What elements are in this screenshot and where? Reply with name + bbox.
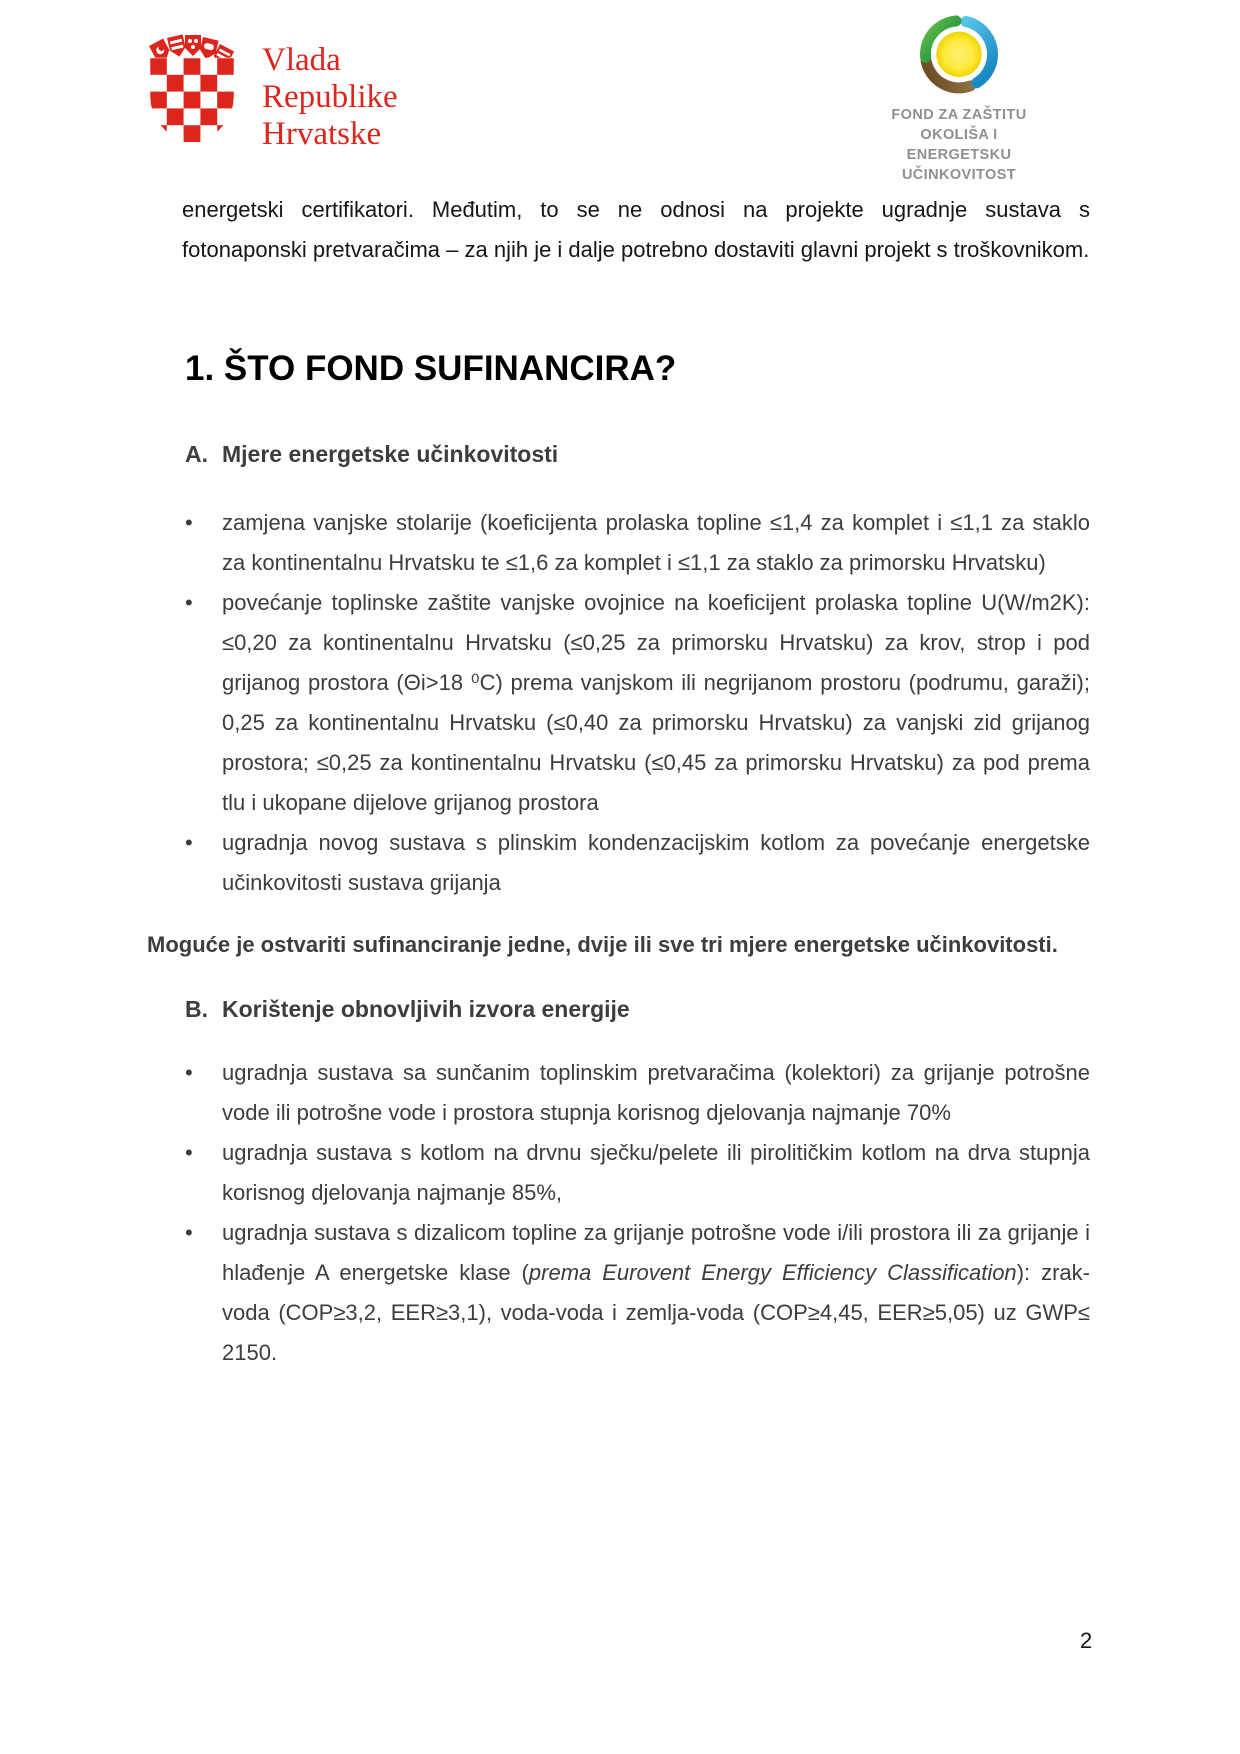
- gov-logo-line: Vlada: [262, 42, 341, 78]
- section-b-heading: [185, 993, 1090, 1025]
- section-a-heading: [185, 438, 1090, 470]
- page-number: 2: [1080, 1628, 1093, 1653]
- gov-logo-line: Hrvatske: [262, 116, 382, 152]
- fund-logo-line: FOND ZA ZAŠTITU OKOLIŠA I: [891, 107, 1027, 143]
- bullet-icon: •: [185, 1220, 193, 1245]
- list-item: [185, 823, 1090, 903]
- bullet-icon: •: [185, 1140, 193, 1165]
- croatian-government-logo: [148, 30, 398, 153]
- bullet-text: [222, 1213, 1090, 1373]
- bullet-text: ugradnja novog sustava s plinskim kondenzacijskim kotlom za povećanje energetske učinkovitosti sustava grijanja: [222, 830, 1090, 895]
- government-logo-text: [262, 30, 398, 153]
- note-paragraph: Moguće je ostvariti sufinanciranje jedne, dvije ili sve tri mjere energetske učinkovitosti.: [147, 932, 1058, 957]
- list-item: [185, 1213, 1090, 1373]
- section-b-label: B.: [185, 996, 208, 1022]
- environment-fund-logo: [857, 14, 1061, 185]
- bullet-icon: •: [185, 590, 193, 615]
- bullet-text: ugradnja sustava sa sunčanim toplinskim pretvaračima (kolektori) za grijanje potrošne vode ili potrošne vode i prostora stupnja korisnog djelovanja najmanje 70%: [222, 1060, 1090, 1125]
- gov-logo-line: Republike: [262, 79, 398, 115]
- bullet-icon: •: [185, 1060, 193, 1085]
- bullet-icon: •: [185, 830, 193, 855]
- croatian-coat-of-arms-icon: [148, 30, 236, 148]
- bullet-text-segment: ugradnja sustava s dizalicom topline za grijanje potrošne vode i/ili prostora ili za grijanje i hlađenje A energetske klase (: [222, 1220, 1090, 1285]
- list-item: [185, 1133, 1090, 1213]
- main-heading: 1. ŠTO FOND SUFINANCIRA?: [185, 349, 677, 388]
- document-content: [147, 190, 1090, 1373]
- list-item: [185, 503, 1090, 583]
- section-a-bullet-list: [185, 503, 1090, 903]
- fund-emblem-icon: [917, 14, 1001, 98]
- intro-paragraph: energetski certifikatori. Međutim, to se ne odnosi na projekte ugradnje sustava s fotonaponski pretvaračima – za njih je i dalje potrebno dostaviti glavni projekt s troškovnikom.: [182, 197, 1090, 262]
- bullet-text: ugradnja sustava s kotlom na drvnu sječku/pelete ili pirolitičkim kotlom na drva stupnja korisnog djelovanja najmanje 85%,: [222, 1140, 1090, 1205]
- fund-logo-line: ENERGETSKU UČINKOVITOST: [901, 147, 1017, 183]
- section-b-bullet-list: [185, 1053, 1090, 1373]
- list-item: [185, 1053, 1090, 1133]
- bullet-text: povećanje toplinske zaštite vanjske ovojnice na koeficijent prolaska topline U(W/m2K): ≤0,20 za kontinentalnu Hrvatsku (≤0,25 za primorsku Hrvatsku) za krov, strop i pod grijanog prostora (Θi>18 ⁰C) prema vanjskom ili negrijanom prostoru (podrumu, garaži); 0,25 za kontinentalnu Hrvatsku (≤0,40 za primorsku Hrvatsku) za vanjski zid grijanog prostora; ≤0,25 za kontinentalnu Hrvatsku (≤0,45 za primorsku Hrvatsku) za pod prema tlu i ukopane dijelove grijanog prostora: [222, 590, 1090, 815]
- bullet-icon: •: [185, 510, 193, 535]
- fund-logo-text: [857, 105, 1061, 185]
- section-a-title: Mjere energetske učinkovitosti: [222, 441, 559, 467]
- section-a-label: A.: [185, 441, 208, 467]
- bullet-text-italic-segment: prema Eurovent Energy Efficiency Classification: [528, 1260, 1017, 1285]
- section-b-title: Korištenje obnovljivih izvora energije: [222, 996, 630, 1022]
- bullet-text: zamjena vanjske stolarije (koeficijenta prolaska topline ≤1,4 za komplet i ≤1,1 za staklo za kontinentalnu Hrvatsku te ≤1,6 za komplet i ≤1,1 za staklo za primorsku Hrvatsku): [222, 510, 1090, 575]
- list-item: [185, 583, 1090, 823]
- bullet-text-segment: ): zrak-voda (COP≥3,2, EER≥3,1), voda-voda i zemlja-voda (COP≥4,45, EER≥5,05) uz GWP≤ 2150.: [222, 1260, 1090, 1365]
